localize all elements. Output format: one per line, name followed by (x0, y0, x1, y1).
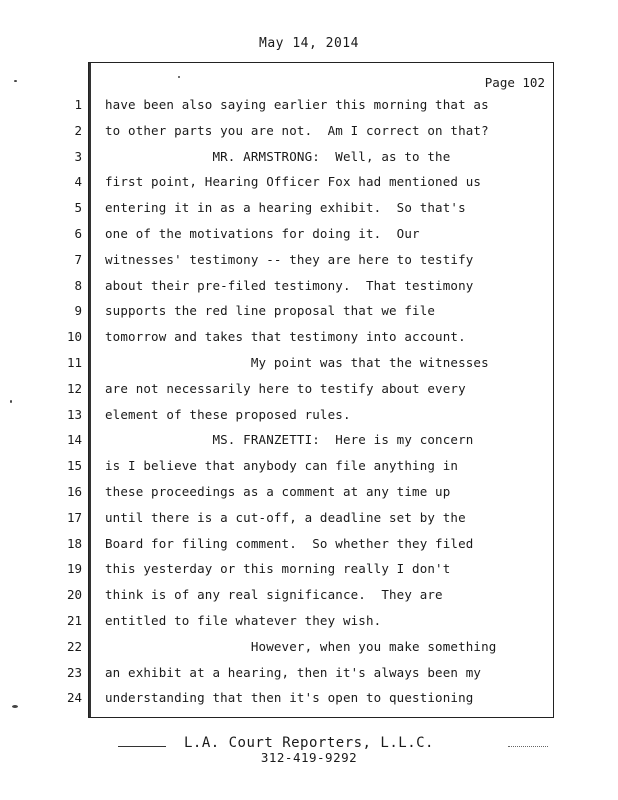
line-number: 17 (66, 510, 82, 525)
line-text: MS. FRANZETTI: Here is my concern (105, 432, 474, 447)
line-text: MR. ARMSTRONG: Well, as to the (105, 149, 451, 164)
line-text: are not necessarily here to testify about every (105, 381, 466, 396)
line-text: supports the red line proposal that we file (105, 303, 436, 318)
line-number: 2 (74, 123, 82, 138)
line-number: 7 (74, 252, 82, 267)
line-number: 19 (66, 561, 82, 576)
line-number: 1 (74, 97, 82, 112)
line-text: these proceedings as a comment at any time up (105, 484, 451, 499)
line-number: 23 (66, 665, 82, 680)
line-text: element of these proposed rules. (105, 407, 351, 422)
line-text: However, when you make something (105, 639, 497, 654)
line-text: Board for filing comment. So whether they filed (105, 536, 474, 551)
line-text: think is of any real significance. They are (105, 587, 443, 602)
line-number: 12 (66, 381, 82, 396)
footer-phone: 312-419-9292 (260, 750, 358, 765)
line-number: 16 (66, 484, 82, 499)
line-number: 24 (66, 690, 82, 705)
scan-speck (178, 76, 180, 78)
line-text: have been also saying earlier this morning that as (105, 97, 489, 112)
line-text: this yesterday or this morning really I don't (105, 561, 451, 576)
line-number: 13 (66, 407, 82, 422)
line-number: 22 (66, 639, 82, 654)
line-number: 10 (66, 329, 82, 344)
line-number: 11 (66, 355, 82, 370)
line-text: tomorrow and takes that testimony into account. (105, 329, 466, 344)
line-number: 18 (66, 536, 82, 551)
line-text: is I believe that anybody can file anything in (105, 458, 459, 473)
line-number: 8 (74, 278, 82, 293)
scan-speck (10, 400, 12, 403)
line-number: 6 (74, 226, 82, 241)
line-text: until there is a cut-off, a deadline set by the (105, 510, 466, 525)
line-text: about their pre-filed testimony. That testimony (105, 278, 474, 293)
line-text: understanding that then it's open to questioning (105, 690, 474, 705)
line-text: to other parts you are not. Am I correct on that? (105, 123, 489, 138)
scan-speck (12, 705, 18, 708)
page-number-label: Page 102 (484, 75, 545, 90)
page-date: May 14, 2014 (259, 36, 359, 51)
line-number: 20 (66, 587, 82, 602)
line-text: entering it in as a hearing exhibit. So that's (105, 200, 466, 215)
line-number: 4 (74, 174, 82, 189)
line-text: My point was that the witnesses (105, 355, 489, 370)
frame-left-rule (89, 63, 94, 717)
line-number: 9 (74, 303, 82, 318)
line-number: 14 (66, 432, 82, 447)
line-text: entitled to file whatever they wish. (105, 613, 382, 628)
scan-speck (14, 80, 17, 82)
line-number: 15 (66, 458, 82, 473)
line-text: first point, Hearing Officer Fox had mentioned us (105, 174, 482, 189)
line-number: 5 (74, 200, 82, 215)
line-text: witnesses' testimony -- they are here to testify (105, 252, 474, 267)
footer-company: L.A. Court Reporters, L.L.C. (183, 735, 434, 751)
line-number: 3 (74, 149, 82, 164)
line-number: 21 (66, 613, 82, 628)
line-text: an exhibit at a hearing, then it's always been my (105, 665, 482, 680)
line-text: one of the motivations for doing it. Our (105, 226, 420, 241)
